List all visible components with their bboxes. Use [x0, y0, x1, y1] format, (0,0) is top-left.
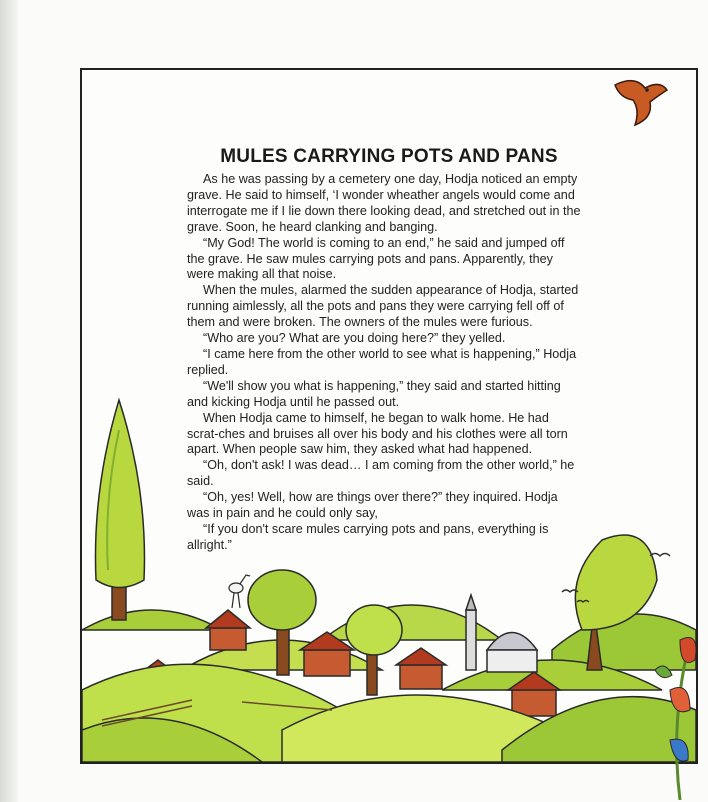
story-paragraph: “Oh, don't ask! I was dead… I am coming from the other world,” he said.	[187, 458, 575, 489]
cypress-tree-icon	[95, 400, 144, 620]
flower-vine-icon	[650, 600, 708, 800]
scan-edge-shadow	[0, 0, 18, 802]
house-icon	[396, 648, 446, 689]
house-icon	[206, 610, 250, 650]
story-paragraph: “I came here from the other world to see what is happening,” Hodja replied.	[187, 346, 577, 377]
story-paragraph: “Who are you? What are you doing here?” they yelled.	[203, 331, 506, 346]
village-illustration	[82, 70, 696, 762]
story-page	[80, 68, 698, 764]
story-paragraph: “We'll show you what is happening,” they said and started hitting and kicking Hodja until he passed out.	[187, 378, 561, 409]
stork-icon	[229, 575, 250, 608]
story-paragraph: When the mules, alarmed the sudden appearance of Hodja, started running aimlessly, all the pots and pans they were carrying fell off of them and were broken. The owners of the mules were furious.	[187, 283, 579, 330]
mosque-icon	[466, 595, 537, 672]
bird-icon	[605, 70, 675, 130]
story-paragraph: As he was passing by a cemetery one day, Hodja noticed an empty grave. He said to himself, ‘I wonder wheather angels would come and interrogate me if I lie down there looking dead, and stretched out in the grave. Soon, he heard clanking and banging.	[187, 172, 581, 234]
story-paragraph: “Oh, yes! Well, how are things over there?” they inquired. Hodja was in pain and he could only say,	[187, 490, 558, 521]
story-title: MULES CARRYING POTS AND PANS	[220, 146, 558, 167]
story-paragraph: “My God! The world is coming to an end,” he said and jumped off the grave. He saw mules carrying pots and pans. Apparently, they were making all that noise.	[187, 235, 565, 282]
story-paragraph: “If you don't scare mules carrying pots and pans, everything is allright.”	[187, 521, 549, 552]
story-paragraph: When Hodja came to himself, he began to walk home. He had scrat-ches and bruises all over his body and his clothes were all torn apart. When people saw him, they asked what had happened.	[187, 410, 568, 457]
